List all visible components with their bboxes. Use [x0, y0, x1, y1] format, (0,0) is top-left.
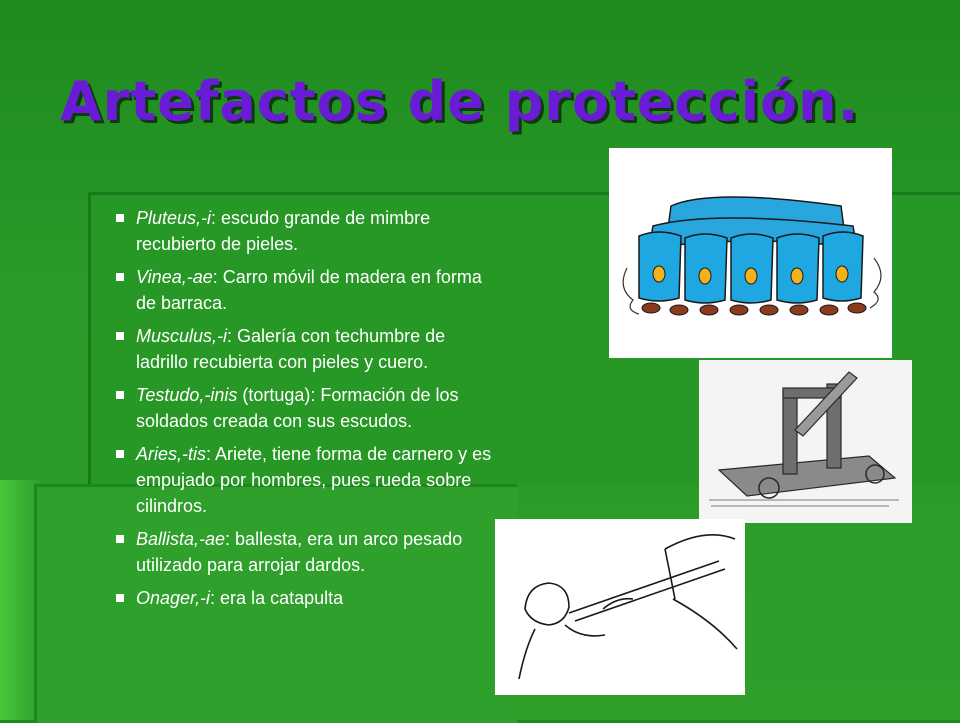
- term-description: : era la catapulta: [210, 588, 344, 608]
- term-description: : ballesta, era un arco pesado utilizado para arrojar dardos.: [136, 529, 463, 575]
- list-item: [110, 264, 492, 316]
- list-item: [110, 382, 492, 434]
- list-item: [110, 585, 492, 611]
- square-bullet-icon: [116, 594, 124, 602]
- term-label: Aries,-tis: [136, 444, 207, 464]
- term-description: : escudo grande de mimbre recubierto de pieles.: [136, 208, 431, 254]
- square-bullet-icon: [116, 391, 124, 399]
- square-bullet-icon: [116, 450, 124, 458]
- list-item: [110, 323, 492, 375]
- list-item: [110, 526, 492, 578]
- term-description: : Galería con techumbre de ladrillo recubierta con pieles y cuero.: [136, 326, 446, 372]
- term-label: Pluteus,-i: [136, 208, 212, 228]
- list-item: [110, 441, 492, 519]
- term-label: Testudo,-inis: [136, 385, 238, 405]
- slide-title: Artefactos de protección.: [60, 70, 860, 133]
- square-bullet-icon: [116, 273, 124, 281]
- bullet-list: [110, 205, 492, 618]
- term-label: Ballista,-ae: [136, 529, 226, 549]
- list-item: [110, 205, 492, 257]
- square-bullet-icon: [116, 332, 124, 340]
- catapult-illustration: [699, 360, 912, 523]
- term-description: : Carro móvil de madera en forma de barraca.: [136, 267, 482, 313]
- ballista-illustration: [495, 519, 745, 695]
- testudo-illustration: [609, 148, 892, 358]
- term-label: Vinea,-ae: [136, 267, 213, 287]
- term-label: Onager,-i: [136, 588, 211, 608]
- term-description: (tortuga): Formación de los soldados creada con sus escudos.: [136, 385, 459, 431]
- term-label: Musculus,-i: [136, 326, 228, 346]
- square-bullet-icon: [116, 214, 124, 222]
- term-description: : Ariete, tiene forma de carnero y es empujado por hombres, pues rueda sobre cilindros.: [136, 444, 492, 516]
- square-bullet-icon: [116, 535, 124, 543]
